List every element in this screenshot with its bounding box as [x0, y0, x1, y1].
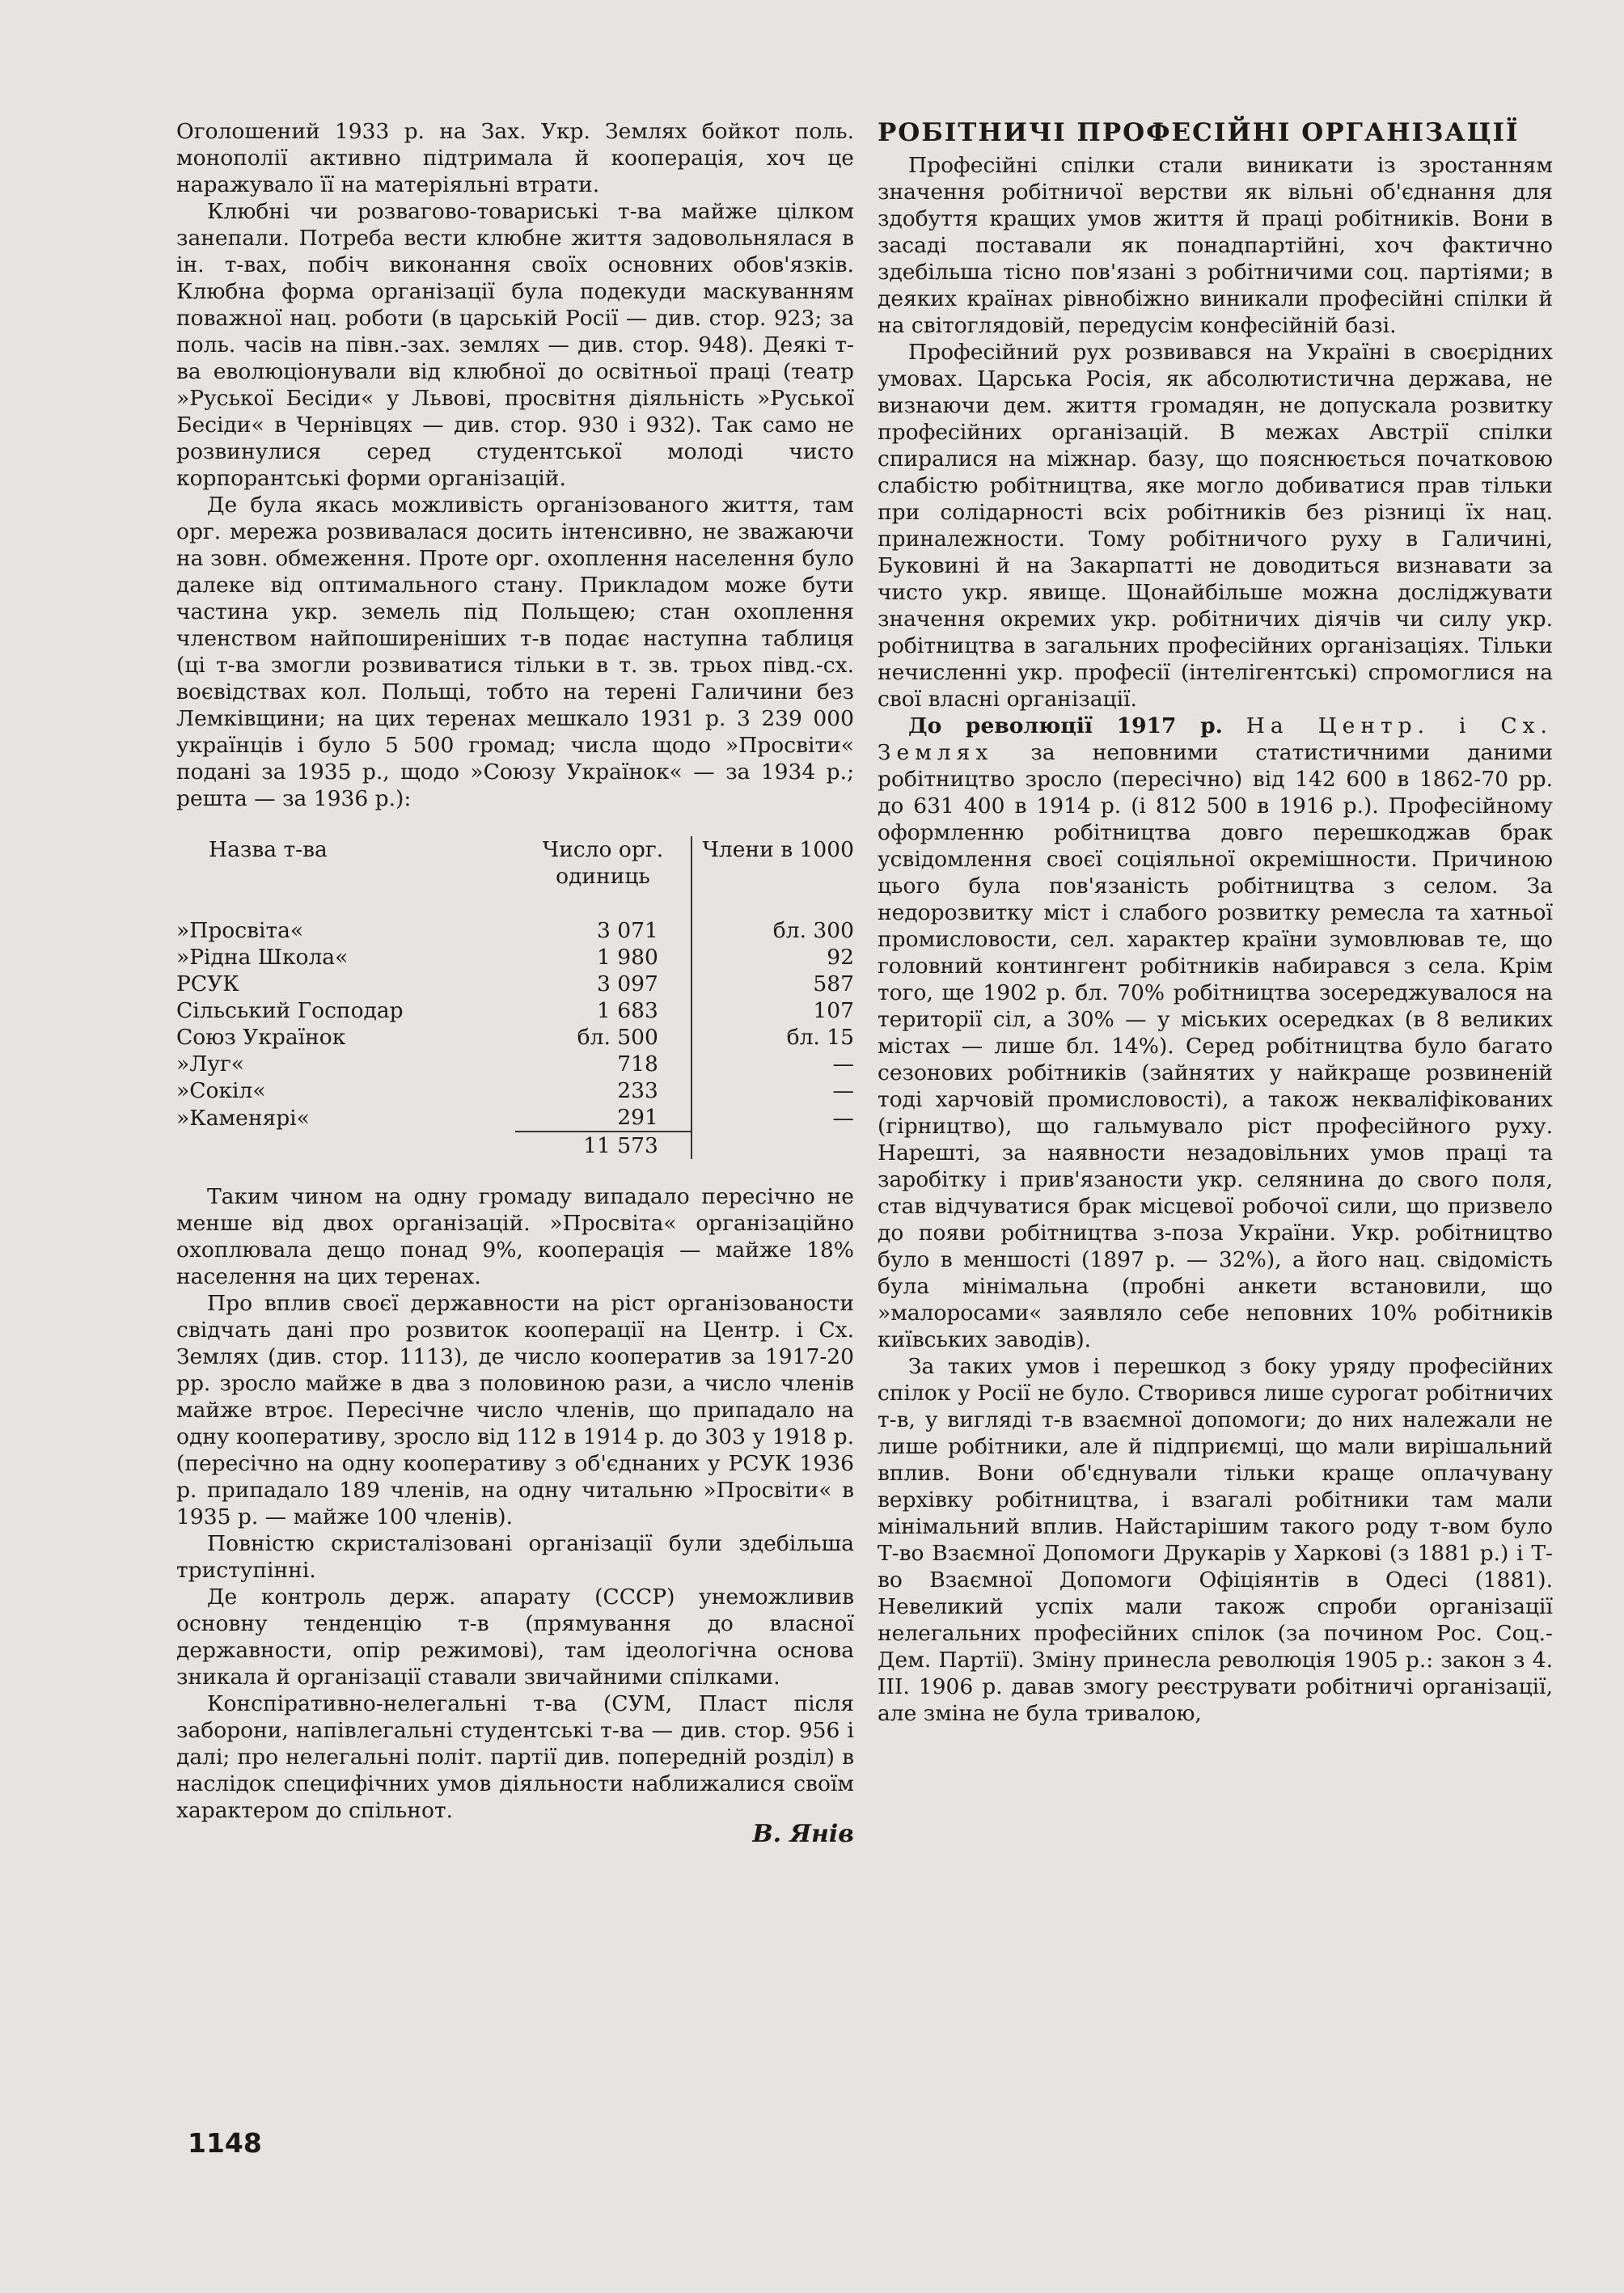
column-header-name: Назва т-ва: [209, 837, 328, 862]
org-units: 718: [515, 1051, 691, 1077]
lead-phrase: До революції 1917 р.: [908, 713, 1223, 738]
paragraph-text: за неповними статистичними даними робітництво зросло (пересічно) від 142 600 в 1862-70 рр. до 631 400 в 1914 р. (і 812 500 в 1916 р.). Професійному оформленню робітництва довго перешкоджав брак усвідомлення своєї соціяльної окремішности. Причиною цього була пов'язаність робітництва з селом. За недорозвитку міст і слабого розвитку ремесла та хатньої промисловости, сел. характер країни зумовлював те, що головний контингент робітників набирався з села. Крім того, ще 1902 р. бл. 70% робітництва зосереджувалося на території сіл, а 30% — у міських осередках (в 8 великих містах — лише бл. 14%). Серед робітництва було багато сезонових робітників (зайнятих у найкраще розвиненій тоді харчовій промисловості), а також некваліфікованих (гірництво), що гальмувало ріст професійного руху. Нарешті, за наявности незадовільних умов праці та заробітку і прив'язаности укр. селянина до свого поля, став відчуватися брак місцевої робочої сили, що призвело до появи робітництва з-поза України. Укр. робітництво було в меншості (1897 р. — 32%), а його нац. свідомість була мінімальна (пробні анкети встановили, що »малоросами« заявляло себе неповних 10% робітників київських заводів).: [878, 740, 1553, 1352]
table-row: [176, 971, 854, 997]
column-header-units: Число орг. одиниць: [515, 836, 691, 906]
org-name: »Каменярі«: [176, 1105, 310, 1131]
section-heading: РОБІТНИЧІ ПРОФЕСІЙНІ ОРГАНІЗАЦІЇ: [878, 118, 1520, 147]
paragraph: Конспіративно-нелегальні т-ва (СУМ, Пласт після заборони, напівлегальні студентські т-ва — див. стор. 956 і далі; про нелегальні політ. партії див. попередній розділ) в наслідок специфічних умов діяльности наближалися своїм характером до спільнот.: [176, 1691, 854, 1823]
org-members: бл. 300: [772, 918, 854, 943]
region-phrase: На Центр. і Сх. Землях: [878, 713, 1553, 765]
org-units: 291: [515, 1104, 691, 1132]
paragraph: Клюбні чи розвагово-товариські т-ва майже цілком занепали. Потреба вести клюбне життя задовольнялася в ін. т-вах, побіч виконання своїх основних обов'язків. Клюбна форма організації була подекуди маскуванням поважної нац. роботи (в царській Росії — див. стор. 923; за поль. часів на півн.-зах. землях — див. стор. 948). Деякі т-ва еволюціонували від клюбної до освітньої праці (театр »Руської Бесіди« у Львові, просвітня діяльність »Руської Бесіди« в Чернівцях — див. стор. 930 і 932). Так само не розвинулися серед студентської молоді чисто корпорантські форми організацій.: [176, 199, 854, 491]
org-name: Союз Українок: [176, 1025, 346, 1050]
paragraph: Таким чином на одну громаду випадало пересічно не менше від двох організацій. »Просвіта« організаційно охоплювала дещо понад 9%, кооперація — майже 18% населення на цих теренах.: [176, 1184, 854, 1289]
paragraph: Про вплив своєї державности на ріст організованости свідчать дані про розвиток кооперації на Центр. і Сх. Землях (див. стор. 1113), де число кооператив за 1917-20 рр. зросло майже в два з половиною рази, а число членів майже втроє. Пересічне число членів, що припадало на одну кооперативу, зросло від 112 в 1914 р. до 303 у 1918 р. (пересічно на одну кооперативу з об'єднаних у РСУК 1936 р. припадало 189 членів, на одну читальню »Просвіти« в 1935 р. — майже 100 членів).: [176, 1291, 854, 1529]
org-name: РСУК: [176, 971, 239, 996]
org-name: »Сокіл«: [176, 1078, 266, 1103]
table-row: [176, 1077, 854, 1104]
org-members: 92: [827, 945, 854, 970]
right-column: [878, 118, 1553, 1727]
paragraph: Професійний рух розвивався на Україні в своєрідних умовах. Царська Росія, як абсолютистична держава, не визнаючи дем. життя громадян, не допускала розвитку професійних організацій. В межах Австрії спілки спиралися на міжнар. базу, що пояснюється початковою слабістю робітництва, яке могло добиватися прав тільки при солідарності всіх робітників без різниці їх нац. приналежности. Тому робітничого руху в Галичині, Буковині й на Закарпатті не доводиться визнавати за чисто укр. явище. Щонайбільше можна досліджувати значення окремих укр. робітничих діячів чи силу укр. робітництва в загальних професійних організаціях. Тільки нечисленні укр. професії (інтелігентські) спромоглися на свої власні організації.: [878, 340, 1553, 712]
org-units: 3 097: [515, 971, 691, 997]
paragraph: Оголошений 1933 р. на Зах. Укр. Землях бойкот поль. монополії активно підтримала й кооперація, хоч це наражувало її на матеріяльні втрати.: [176, 119, 854, 197]
paragraph: Де була якась можливість організованого життя, там орг. мережа розвивалася досить інтенсивно, не зважаючи на зовн. обмеження. Проте орг. охоплення населення було далеке від оптимального стану. Прикладом може бути частина укр. земель під Польщею; стан охоплення членством найпоширеніших т-в подає наступна таблиця (ці т-ва змогли розвиватися тільки в т. зв. трьох півд.-сх. воєвідствах кол. Польщі, тобто на терені Галичини без Лемківщини; на цих теренах мешкало 1931 р. 3 239 000 українців і було 5 500 громад; числа щодо »Просвіти« подані за 1935 р., щодо »Союзу Українок« — за 1934 р.; решта — за 1936 р.):: [176, 493, 854, 811]
table-row: [176, 1104, 854, 1132]
org-members: —: [832, 1078, 854, 1103]
org-members: —: [832, 1105, 854, 1131]
org-members: —: [832, 1051, 854, 1077]
org-name: »Рідна Школа«: [176, 945, 349, 970]
org-members: 587: [813, 971, 854, 996]
org-name: Сільський Господар: [176, 998, 404, 1023]
org-members: 107: [813, 998, 854, 1023]
paragraph-revolution: [878, 713, 1553, 1353]
left-column: [176, 118, 854, 1847]
paragraph: Де контроль держ. апарату (СССР) унеможливив основну тенденцію т-в (прямування до власної державности, опір режимові), там ідеологічна основа зникала й організації ставали звичайними спілками.: [176, 1584, 854, 1690]
org-name: »Просвіта«: [176, 918, 304, 943]
page-number: 1148: [188, 2127, 262, 2159]
author-signature: В. Янів: [752, 1820, 854, 1848]
table-header-row: [176, 836, 854, 906]
organizations-table: [176, 836, 854, 1159]
total-units: 11 573: [515, 1132, 691, 1159]
paragraph: Професійні спілки стали виникати із зростанням значення робітничої верстви як вільні об'єднання для здобуття кращих умов життя й праці робітників. Вони в засаді поставали як понадпартійні, хоч фактично здебільша тісно пов'язані з робітничими соц. партіями; в деяких країнах рівнобіжно виникали професійні спілки й на світоглядовій, передусім конфесійній базі.: [878, 153, 1553, 338]
org-units: 3 071: [515, 906, 691, 944]
paragraph: За таких умов і перешкод з боку уряду професійних спілок у Росії не було. Створився лише сурогат робітничих т-в, у вигляді т-в взаємної допомоги; до них належали не лише робітники, але й підприємці, що мали вирішальний вплив. Вони об'єднували тільки краще оплачувану верхівку робітництва, і взагалі робітники там мали мінімальний вплив. Найстарішим такого роду т-вом було Т-во Взаємної Допомоги Друкарів у Харкові (з 1881 р.) і Т-во Взаємної Допомоги Офіціянтів в Одесі (1881). Невеликий успіх мали також спроби організації нелегальних професійних спілок (за почином Рос. Соц.-Дем. Партії). Зміну принесла революція 1905 р.: закон з 4. III. 1906 р. давав змогу реєструвати робітничі організації, але зміна не була тривалою,: [878, 1354, 1553, 1726]
table-total-row: [176, 1132, 854, 1159]
table-row: [176, 906, 854, 944]
org-members: бл. 15: [786, 1025, 854, 1050]
org-units: бл. 500: [515, 1024, 691, 1051]
org-units: 1 980: [515, 944, 691, 971]
table-row: [176, 997, 854, 1024]
column-header-members: Члени в 1000: [702, 837, 854, 862]
org-units: 1 683: [515, 997, 691, 1024]
org-units: 233: [515, 1077, 691, 1104]
table-row: [176, 1051, 854, 1077]
paragraph: Повністю скристалізовані організації були здебільша триступінні.: [176, 1531, 854, 1583]
org-name: »Луг«: [176, 1051, 245, 1077]
table-row: [176, 1024, 854, 1051]
table-row: [176, 944, 854, 971]
